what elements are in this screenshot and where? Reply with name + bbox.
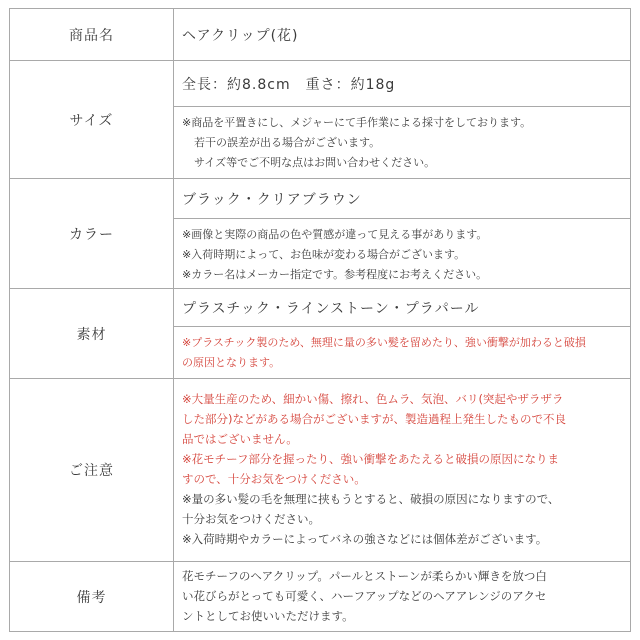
size-value: 全長：約8.8cm 重さ：約18g	[174, 61, 630, 107]
caution-content	[174, 379, 630, 561]
product-name-value: ヘアクリップ(花)	[182, 27, 299, 44]
row-remarks	[10, 562, 630, 631]
label-size: サイズ	[10, 61, 174, 178]
material-note-line: ※プラスチック製のため、無理に量の多い髪を留めたり、強い衝撃が加わると破損	[182, 336, 586, 349]
remarks-line: ントとしてお使いいただけます。	[182, 609, 354, 623]
product-name-content	[174, 9, 630, 60]
caution-red-line: ※花モチーフ部分を握ったり、強い衝撃をあたえると破損の原因になりま	[182, 452, 560, 466]
caution-text	[174, 379, 630, 561]
caution-plain-line: ※入荷時期やカラーによってバネの強さなどには個体差がございます。	[182, 532, 548, 546]
size-note-line: ※商品を平置きにし、メジャーにて手作業による採寸をしております。	[182, 116, 532, 129]
color-content	[174, 179, 630, 288]
row-material	[10, 289, 630, 379]
color-note-line: ※カラー名はメーカー指定です。参考程度にお考えください。	[182, 268, 488, 281]
size-content	[174, 61, 630, 178]
color-note-line: ※画像と実際の商品の色や質感が違って見える事があります。	[182, 228, 488, 241]
label-color: カラー	[10, 179, 174, 288]
product-spec-table	[9, 8, 631, 632]
label-material: 素材	[10, 289, 174, 378]
size-note-line: 若干の誤差が出る場合がございます。	[194, 136, 381, 149]
size-note	[174, 107, 630, 178]
label-caution: ご注意	[10, 379, 174, 561]
material-note-line: の原因となります。	[182, 356, 281, 369]
remarks-line: 花モチーフのヘアクリップ。パールとストーンが柔らかい輝きを放つ白	[182, 569, 547, 583]
color-value: ブラック・クリアブラウン	[174, 179, 630, 219]
label-remarks: 備考	[10, 562, 174, 631]
remarks-line: い花びらがとっても可愛く、ハーフアップなどのヘアアレンジのアクセ	[182, 589, 547, 603]
row-color	[10, 179, 630, 289]
caution-plain-line: ※量の多い髪の毛を無理に挟もうとすると、破損の原因になりますので、	[182, 492, 560, 506]
row-size	[10, 61, 630, 179]
size-note-line: サイズ等でご不明な点はお問い合わせください。	[194, 156, 436, 169]
row-product-name	[10, 9, 630, 61]
color-note	[174, 219, 630, 288]
caution-red-line: 品ではございません。	[182, 432, 298, 446]
material-value: プラスチック・ラインストーン・プラパール	[174, 289, 630, 327]
row-caution	[10, 379, 630, 562]
remarks-text	[174, 562, 630, 631]
caution-red-line: すので、十分お気をつけください。	[182, 472, 366, 486]
caution-red-line: ※大量生産のため、細かい傷、擦れ、色ムラ、気泡、バリ(突起やザラザラ	[182, 392, 564, 406]
material-note	[174, 327, 630, 378]
material-content	[174, 289, 630, 378]
label-product-name: 商品名	[10, 9, 174, 60]
color-note-line: ※入荷時期によって、お色味が変わる場合がございます。	[182, 248, 466, 261]
remarks-content	[174, 562, 630, 631]
caution-red-line: した部分)などがある場合がございますが、製造過程上発生したもので不良	[182, 412, 566, 426]
caution-plain-line: 十分お気をつけください。	[182, 512, 320, 526]
